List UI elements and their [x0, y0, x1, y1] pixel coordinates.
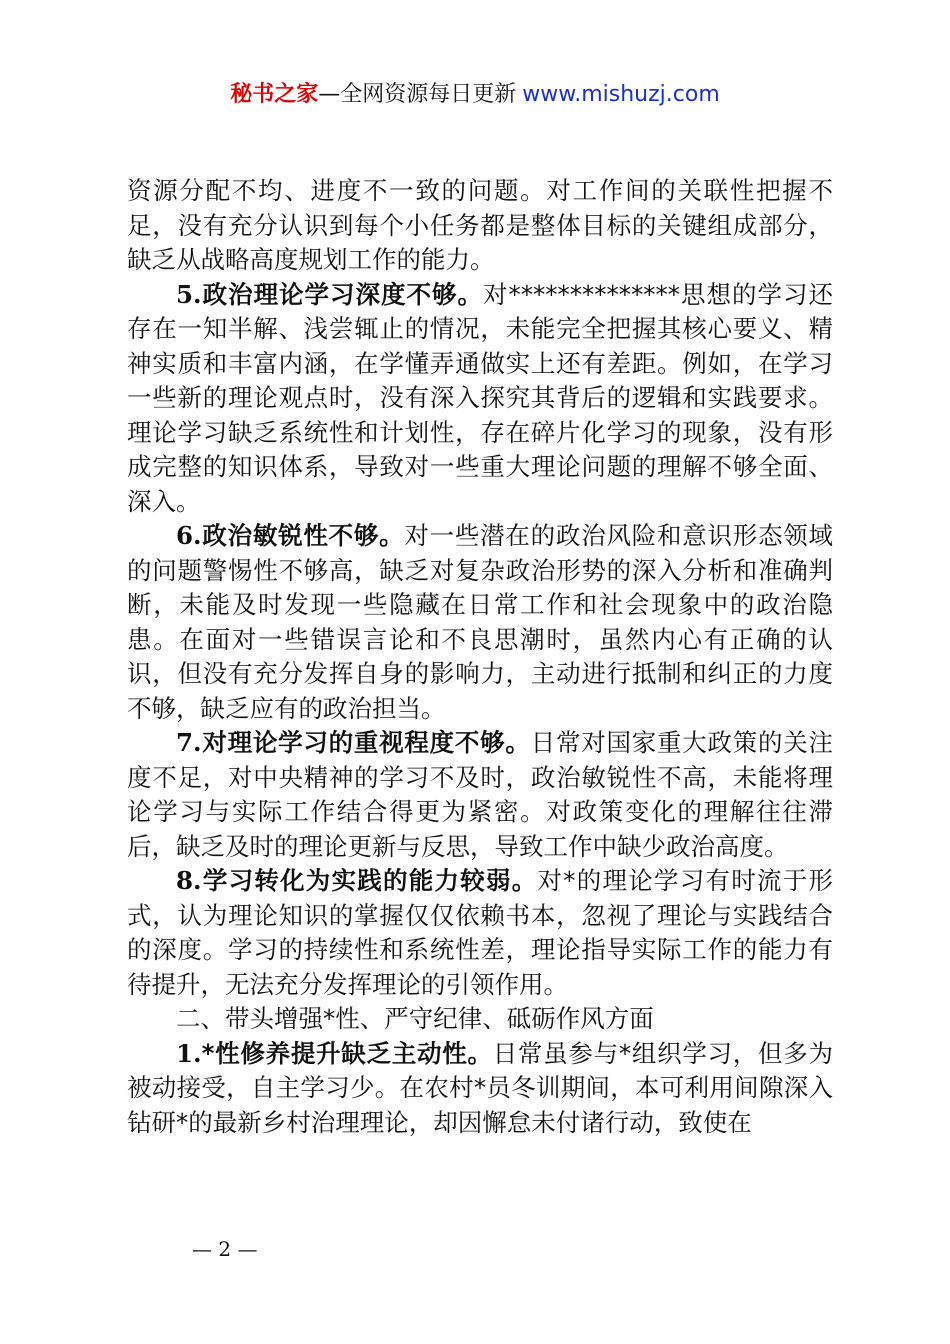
item-text: 对**************思想的学习还存在一知半解、浅尝辄止的情况，未能完全把握其核心要义、精神实质和丰富内涵，在学懂弄通做实上还有差距。例如，在学习一些新的理论观点时，没有深入探究其背后的逻辑和实践要求。理论学习缺乏系统性和计划性，存在碎片化学习的现象，没有形成完整的知识体系，导致对一些重大理论问题的理解不够全面、深入。 — [127, 279, 834, 516]
item-text: 对一些潜在的政治风险和意识形态领域的问题警惕性不够高，缺乏对复杂政治形势的深入分析和准确判断，未能及时发现一些隐藏在日常工作和社会现象中的政治隐患。在面对一些错误言论和不良思潮时，虽然内心有正确的认识，但没有充分发挥自身的影响力，主动进行抵制和纠正的力度不够，缺乏应有的政治担当。 — [127, 521, 833, 723]
item-text: 日常对国家重大政策的关注度不足，对中央精神的学习不及时，政治敏锐性不高，未能将理论学习与实际工作结合得更为紧密。对政策变化的理解往往滞后，缺乏及时的理论更新与反思，导致工作中缺少政治高度。 — [127, 728, 834, 861]
item-text: 日常虽参与*组织学习，但多为被动接受，自主学习少。在农村*员冬训期间，本可利用间隙深入钻研*的最新乡村治理理论，却因懈怠未付诸行动，致使在 — [127, 1038, 833, 1137]
paragraph-continued: 资源分配不均、进度不一致的问题。对工作间的关联性把握不足，没有充分认识到每个小任务都是整体目标的关键组成部分，缺乏从战略高度规划工作的能力。 — [127, 176, 833, 274]
document-body — [127, 174, 833, 1140]
item-text: 对*的理论学习有时流于形式，认为理论知识的掌握仅仅依赖书本，忽视了理论与实践结合的深度。学习的持续性和系统性差，理论指导实际工作的能力有待提升，无法充分发挥理论的引领作用。 — [127, 866, 834, 999]
item-title: 对理论学习的重视程度不够。 — [201, 728, 531, 757]
section-heading: 二、带头增强*性、严守纪律、砥砺作风方面 — [176, 1004, 654, 1033]
item-number: 8. — [176, 866, 202, 895]
item-paragraph-5 — [127, 278, 833, 520]
item-number: 5. — [176, 279, 202, 309]
header-tagline: —全网资源每日更新 — [318, 82, 517, 107]
item-title: 政治理论学习深度不够。 — [201, 279, 484, 309]
page-header — [0, 80, 950, 110]
brand-name: 秘书之家 — [230, 82, 319, 107]
item-paragraph-6 — [127, 519, 833, 726]
site-url-link[interactable]: www.mishuzj.com — [522, 82, 720, 107]
item-title: 政治敏锐性不够。 — [201, 521, 405, 550]
item-paragraph-7 — [127, 726, 833, 864]
item-paragraph-section2-1 — [127, 1037, 833, 1141]
item-paragraph-8 — [127, 864, 833, 1002]
item-title: 学习转化为实践的能力较弱。 — [201, 866, 538, 895]
item-number: 1. — [176, 1038, 202, 1068]
item-title: *性修养提升缺乏主动性。 — [201, 1038, 493, 1068]
page-number: — 2 — — [192, 1237, 258, 1261]
item-number: 6. — [176, 521, 202, 550]
item-number: 7. — [176, 728, 202, 757]
